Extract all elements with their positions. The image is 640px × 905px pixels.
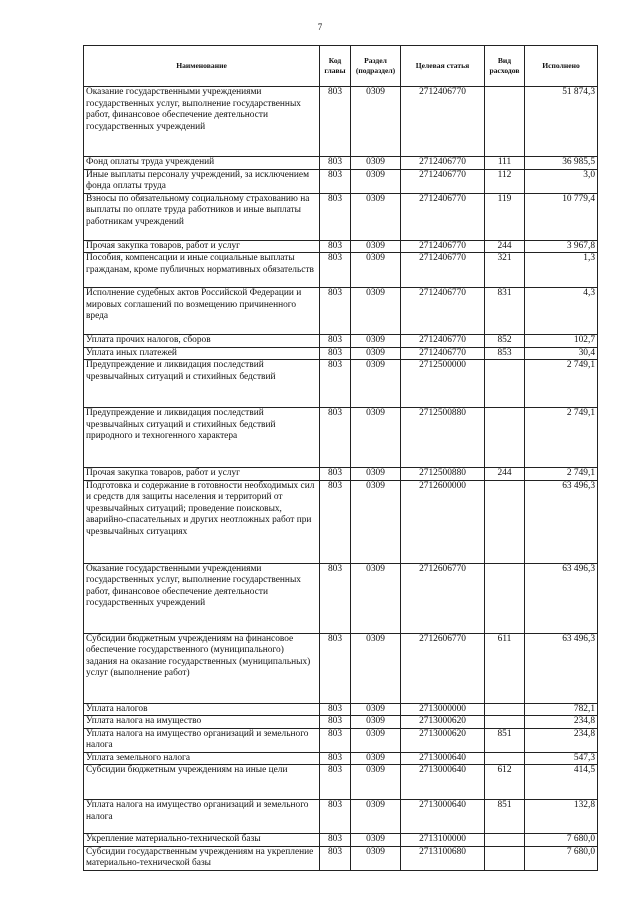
row-name: Укрепление материально-технической базы <box>84 834 320 847</box>
table-row <box>84 347 598 360</box>
page-number: 7 <box>317 22 323 32</box>
row-executed-amount: 102,7 <box>525 335 598 348</box>
table-row <box>84 468 598 481</box>
row-chapter-code: 803 <box>320 480 351 563</box>
row-section: 0309 <box>351 87 401 157</box>
row-name: Уплата налога на имущество организаций и земельного налога <box>84 800 320 834</box>
row-chapter-code: 803 <box>320 360 351 408</box>
row-name: Субсидии бюджетным учреждениям на финансовое обеспечение государственного (муниципального) задания на оказание государственных (муниципальных) услуг (выполнение работ) <box>84 633 320 703</box>
row-expense-type: 612 <box>485 765 525 800</box>
table-row <box>84 633 598 703</box>
row-executed-amount: 547,3 <box>525 752 598 765</box>
table-header-row <box>84 46 598 87</box>
row-executed-amount: 234,8 <box>525 716 598 729</box>
table-row <box>84 157 598 170</box>
row-section: 0309 <box>351 716 401 729</box>
row-name: Оказание государственными учреждениями государственных услуг, выполнение государственных работ, финансовое обеспечение деятельности государственных учреждений <box>84 563 320 633</box>
row-target-article: 2712500000 <box>401 360 485 408</box>
table-row <box>84 193 598 240</box>
row-chapter-code: 803 <box>320 752 351 765</box>
row-name: Субсидии государственным учреждениям на укрепление материально-технической базы <box>84 846 320 870</box>
row-section: 0309 <box>351 633 401 703</box>
row-section: 0309 <box>351 752 401 765</box>
row-section: 0309 <box>351 480 401 563</box>
row-executed-amount: 4,3 <box>525 288 598 335</box>
row-target-article: 2712406770 <box>401 288 485 335</box>
row-name: Уплата земельного налога <box>84 752 320 765</box>
row-name: Субсидии бюджетным учреждениям на иные цели <box>84 765 320 800</box>
table-body <box>84 87 598 871</box>
row-section: 0309 <box>351 253 401 288</box>
row-target-article: 2712406770 <box>401 347 485 360</box>
row-name: Уплата налога на имущество <box>84 716 320 729</box>
row-target-article: 2713000620 <box>401 728 485 752</box>
row-expense-type: 111 <box>485 157 525 170</box>
row-section: 0309 <box>351 800 401 834</box>
row-executed-amount: 36 985,5 <box>525 157 598 170</box>
table-row <box>84 288 598 335</box>
row-expense-type: 851 <box>485 800 525 834</box>
header-executed: Исполнено <box>525 46 598 87</box>
header-target-article: Целевая статья <box>401 46 485 87</box>
row-expense-type: 244 <box>485 468 525 481</box>
table-row <box>84 240 598 253</box>
row-executed-amount: 234,8 <box>525 728 598 752</box>
row-name: Предупреждение и ликвидация последствий чрезвычайных ситуаций и стихийных бедствий <box>84 360 320 408</box>
row-name: Уплата налогов <box>84 703 320 716</box>
row-chapter-code: 803 <box>320 169 351 193</box>
row-chapter-code: 803 <box>320 633 351 703</box>
header-name: Наименование <box>84 46 320 87</box>
header-expense-type: Вид расходов <box>485 46 525 87</box>
row-target-article: 2712406770 <box>401 193 485 240</box>
row-chapter-code: 803 <box>320 716 351 729</box>
row-target-article: 2713000640 <box>401 765 485 800</box>
row-chapter-code: 803 <box>320 728 351 752</box>
row-expense-type <box>485 563 525 633</box>
row-chapter-code: 803 <box>320 834 351 847</box>
table-row <box>84 253 598 288</box>
row-target-article: 2713000620 <box>401 716 485 729</box>
table-row <box>84 563 598 633</box>
row-expense-type: 853 <box>485 347 525 360</box>
row-target-article: 2712606770 <box>401 563 485 633</box>
row-target-article: 2713000640 <box>401 752 485 765</box>
row-executed-amount: 10 779,4 <box>525 193 598 240</box>
row-section: 0309 <box>351 193 401 240</box>
row-chapter-code: 803 <box>320 703 351 716</box>
row-name: Исполнение судебных актов Российской Федерации и мировых соглашений по возмещению причиненного вреда <box>84 288 320 335</box>
row-expense-type <box>485 480 525 563</box>
row-target-article: 2712600000 <box>401 480 485 563</box>
row-chapter-code: 803 <box>320 408 351 468</box>
row-name: Уплата налога на имущество организаций и земельного налога <box>84 728 320 752</box>
row-section: 0309 <box>351 468 401 481</box>
table-row <box>84 765 598 800</box>
row-target-article: 2712500880 <box>401 468 485 481</box>
row-executed-amount: 3 967,8 <box>525 240 598 253</box>
row-chapter-code: 803 <box>320 288 351 335</box>
row-target-article: 2712406770 <box>401 157 485 170</box>
row-chapter-code: 803 <box>320 240 351 253</box>
row-chapter-code: 803 <box>320 563 351 633</box>
header-section: Раздел (подраздел) <box>351 46 401 87</box>
row-target-article: 2712406770 <box>401 240 485 253</box>
row-chapter-code: 803 <box>320 193 351 240</box>
row-target-article: 2712406770 <box>401 253 485 288</box>
table-row <box>84 87 598 157</box>
row-section: 0309 <box>351 288 401 335</box>
row-executed-amount: 782,1 <box>525 703 598 716</box>
row-name: Пособия, компенсации и иные социальные выплаты гражданам, кроме публичных нормативных обязательств <box>84 253 320 288</box>
row-executed-amount: 63 496,3 <box>525 563 598 633</box>
table-row <box>84 716 598 729</box>
row-executed-amount: 2 749,1 <box>525 408 598 468</box>
table-row <box>84 408 598 468</box>
row-section: 0309 <box>351 765 401 800</box>
row-expense-type: 244 <box>485 240 525 253</box>
row-expense-type <box>485 360 525 408</box>
row-name: Прочая закупка товаров, работ и услуг <box>84 240 320 253</box>
row-expense-type: 831 <box>485 288 525 335</box>
row-executed-amount: 1,3 <box>525 253 598 288</box>
table-row <box>84 834 598 847</box>
row-chapter-code: 803 <box>320 765 351 800</box>
row-name: Уплата иных платежей <box>84 347 320 360</box>
row-section: 0309 <box>351 703 401 716</box>
row-chapter-code: 803 <box>320 157 351 170</box>
row-expense-type <box>485 834 525 847</box>
table-row <box>84 752 598 765</box>
row-executed-amount: 30,4 <box>525 347 598 360</box>
row-target-article: 2712500880 <box>401 408 485 468</box>
row-section: 0309 <box>351 347 401 360</box>
row-target-article: 2713100680 <box>401 846 485 870</box>
row-chapter-code: 803 <box>320 468 351 481</box>
row-chapter-code: 803 <box>320 253 351 288</box>
table-row <box>84 335 598 348</box>
row-target-article: 2713000000 <box>401 703 485 716</box>
row-expense-type <box>485 752 525 765</box>
row-expense-type: 119 <box>485 193 525 240</box>
row-executed-amount: 414,5 <box>525 765 598 800</box>
row-expense-type <box>485 408 525 468</box>
row-target-article: 2712406770 <box>401 335 485 348</box>
row-expense-type: 851 <box>485 728 525 752</box>
row-name: Прочая закупка товаров, работ и услуг <box>84 468 320 481</box>
row-section: 0309 <box>351 335 401 348</box>
table-row <box>84 846 598 870</box>
row-chapter-code: 803 <box>320 335 351 348</box>
row-name: Предупреждение и ликвидация последствий чрезвычайных ситуаций и стихийных бедствий природного и техногенного характера <box>84 408 320 468</box>
row-expense-type: 852 <box>485 335 525 348</box>
row-name: Уплата прочих налогов, сборов <box>84 335 320 348</box>
row-chapter-code: 803 <box>320 87 351 157</box>
row-section: 0309 <box>351 563 401 633</box>
row-executed-amount: 3,0 <box>525 169 598 193</box>
row-executed-amount: 2 749,1 <box>525 360 598 408</box>
row-section: 0309 <box>351 240 401 253</box>
row-name: Иные выплаты персоналу учреждений, за исключением фонда оплаты труда <box>84 169 320 193</box>
row-name: Взносы по обязательному социальному страхованию на выплаты по оплате труда работников и иные выплаты работникам учреждений <box>84 193 320 240</box>
row-chapter-code: 803 <box>320 347 351 360</box>
row-name: Оказание государственными учреждениями государственных услуг, выполнение государственных работ, финансовое обеспечение деятельности государственных учреждений <box>84 87 320 157</box>
table-row <box>84 169 598 193</box>
row-target-article: 2713000640 <box>401 800 485 834</box>
header-chapter-code: Код главы <box>320 46 351 87</box>
row-chapter-code: 803 <box>320 800 351 834</box>
row-executed-amount: 51 874,3 <box>525 87 598 157</box>
row-chapter-code: 803 <box>320 846 351 870</box>
row-target-article: 2712406770 <box>401 169 485 193</box>
row-expense-type <box>485 87 525 157</box>
row-section: 0309 <box>351 408 401 468</box>
row-section: 0309 <box>351 728 401 752</box>
row-expense-type <box>485 716 525 729</box>
row-executed-amount: 7 680,0 <box>525 846 598 870</box>
table-row <box>84 360 598 408</box>
row-section: 0309 <box>351 834 401 847</box>
row-expense-type: 321 <box>485 253 525 288</box>
row-executed-amount: 63 496,3 <box>525 480 598 563</box>
row-section: 0309 <box>351 846 401 870</box>
row-executed-amount: 2 749,1 <box>525 468 598 481</box>
row-name: Подготовка и содержание в готовности необходимых сил и средств для защиты населения и территорий от чрезвычайных ситуаций; проведение поисковых, аварийно-спасательных и других неотложных работ при чрезвычайных ситуациях <box>84 480 320 563</box>
row-section: 0309 <box>351 169 401 193</box>
row-target-article: 2712406770 <box>401 87 485 157</box>
table-row <box>84 480 598 563</box>
row-section: 0309 <box>351 360 401 408</box>
row-expense-type: 112 <box>485 169 525 193</box>
row-section: 0309 <box>351 157 401 170</box>
budget-execution-table <box>83 45 598 871</box>
row-executed-amount: 7 680,0 <box>525 834 598 847</box>
table-row <box>84 800 598 834</box>
table-row <box>84 703 598 716</box>
row-expense-type <box>485 703 525 716</box>
row-name: Фонд оплаты труда учреждений <box>84 157 320 170</box>
row-expense-type <box>485 846 525 870</box>
row-target-article: 2712606770 <box>401 633 485 703</box>
row-expense-type: 611 <box>485 633 525 703</box>
table-row <box>84 728 598 752</box>
row-executed-amount: 132,8 <box>525 800 598 834</box>
row-target-article: 2713100000 <box>401 834 485 847</box>
row-executed-amount: 63 496,3 <box>525 633 598 703</box>
